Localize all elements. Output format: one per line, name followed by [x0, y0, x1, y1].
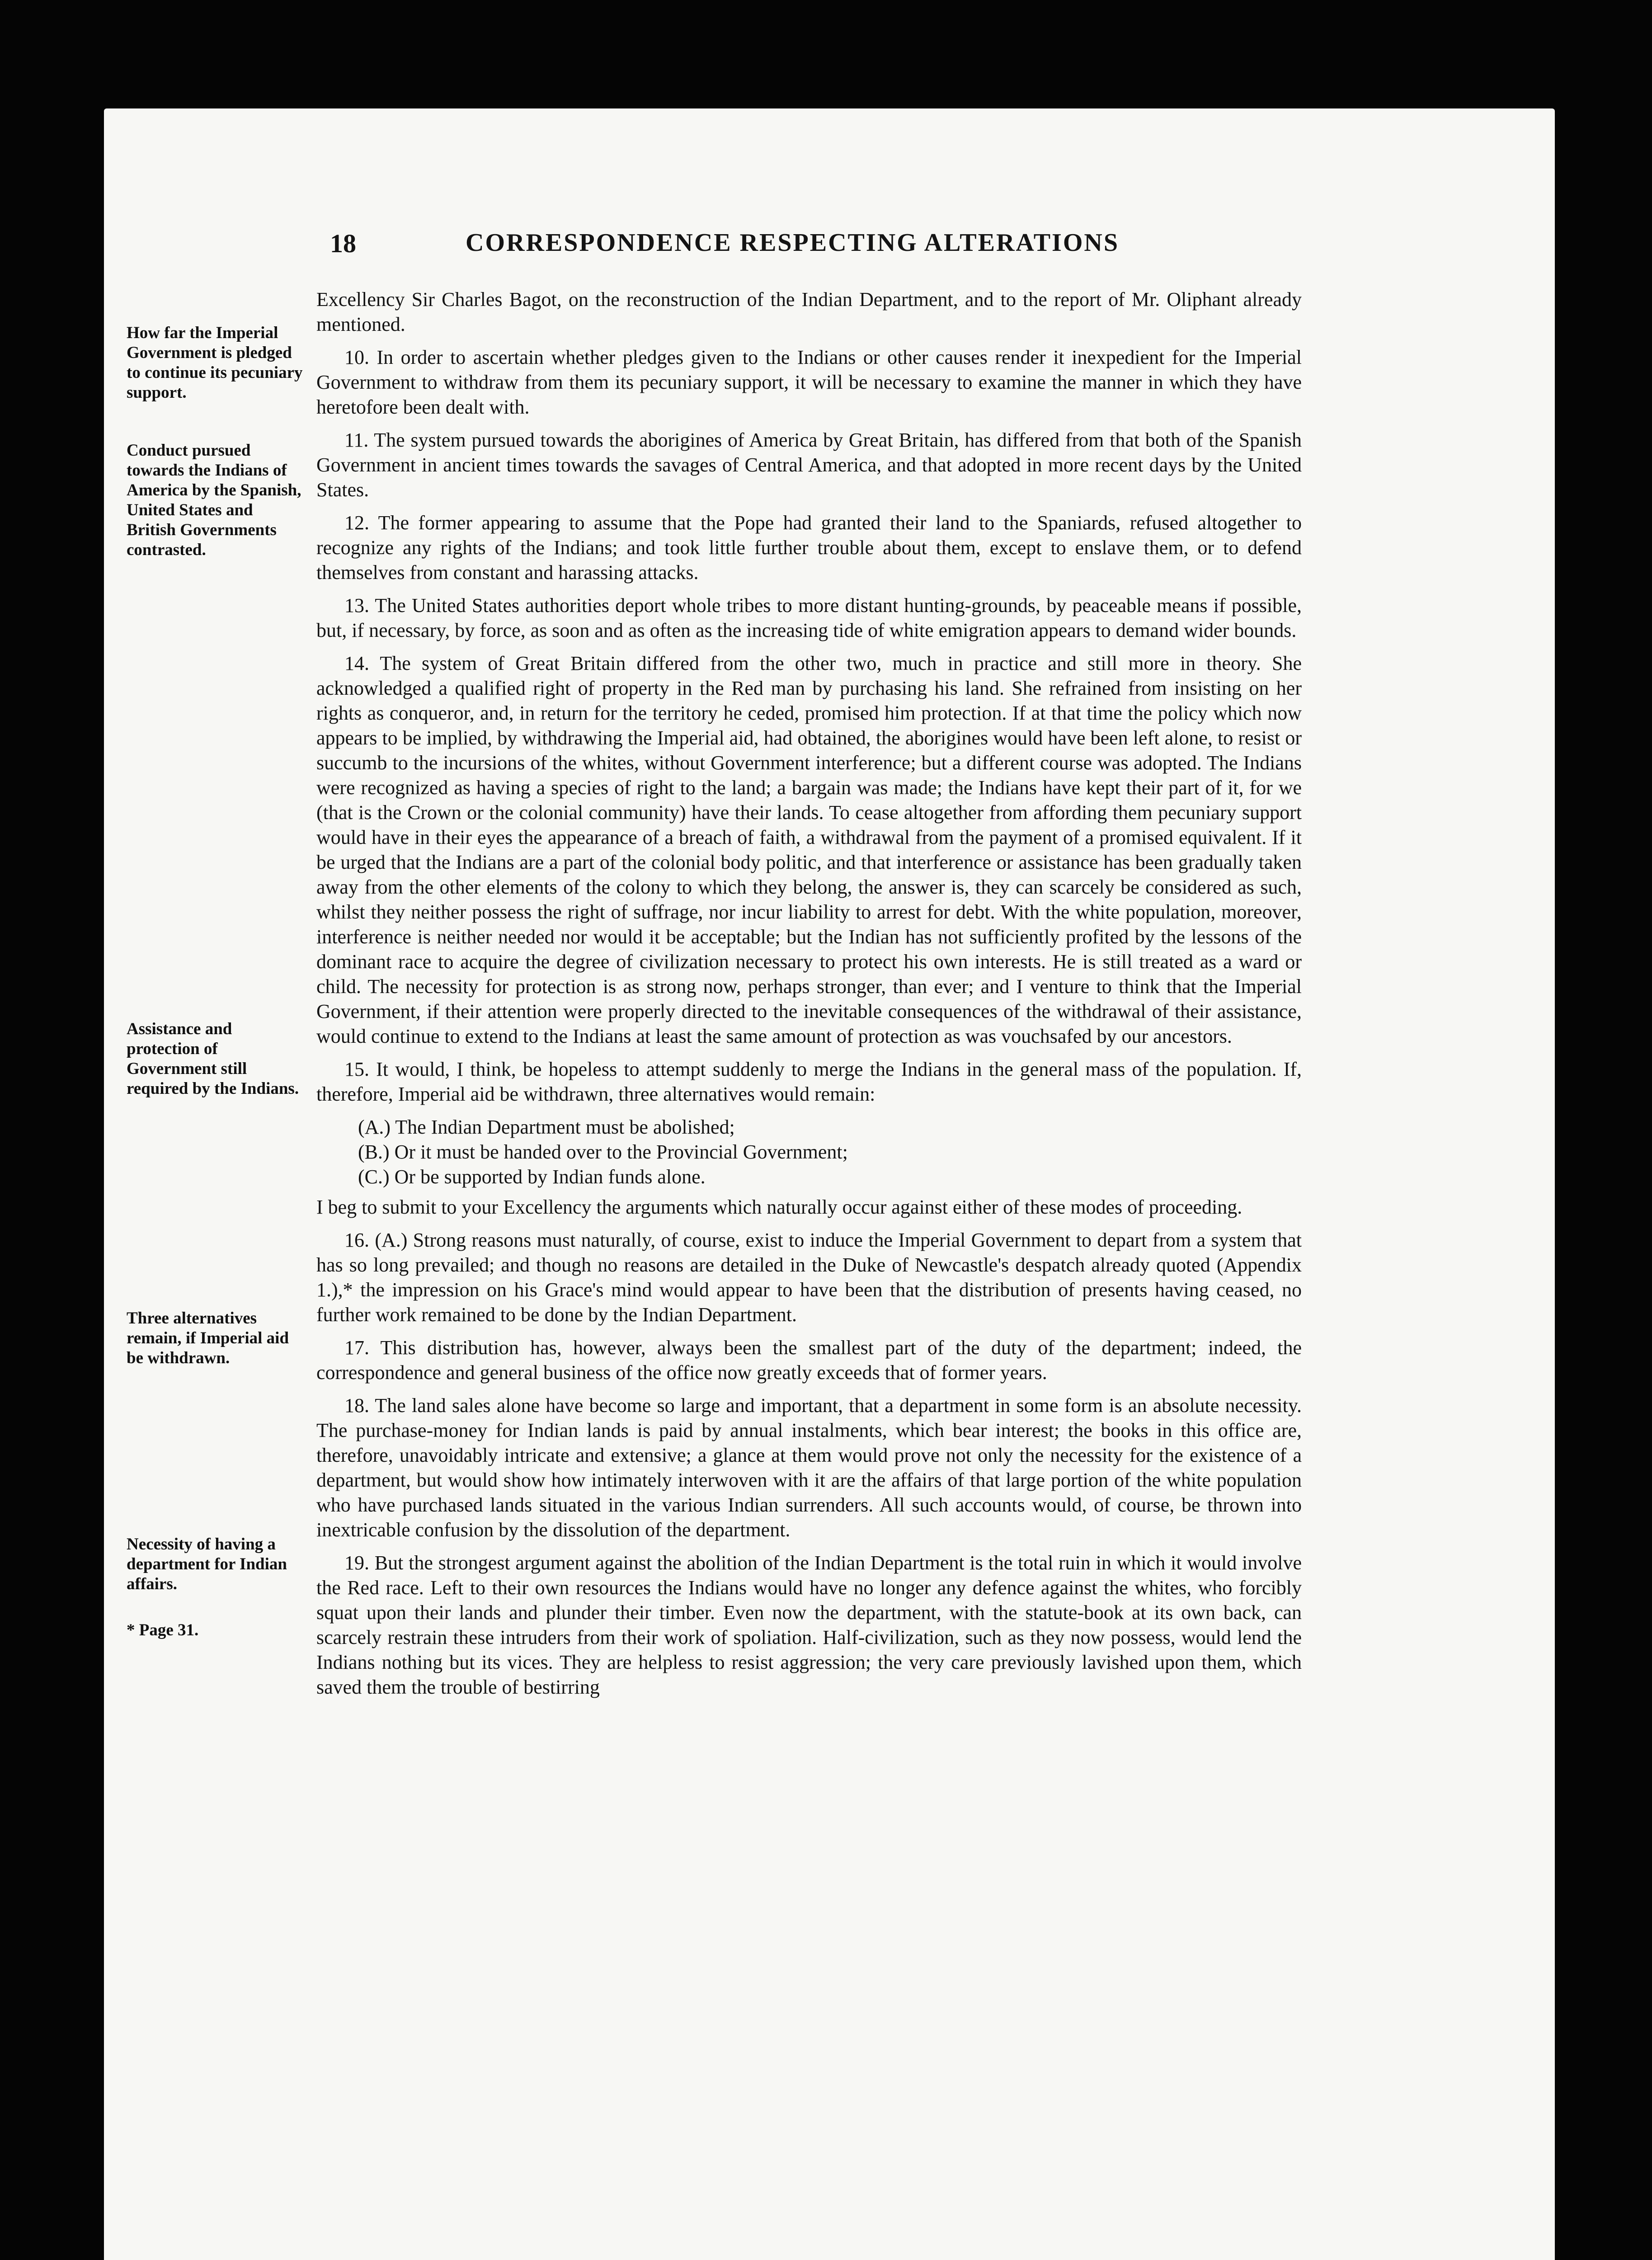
paragraph-14: 14. The system of Great Britain differed from the other two, much in practice and still more in theory. She acknowledged a qualified right of property in the Red man by purchasing his land. She refrained from insisting on her rights as conqueror, and, in return for the territory he ceded, promised him protection. If at that time the policy which now appears to be implied, by withdrawing the Imperial aid, had obtained, the aborigines would have been left alone, to resist or succumb to the incursions of the whites, without Government interference; but a different course was adopted. The Indians were recognized as having a species of right to the land; a bargain was made; the Indians have kept their part of it, for we (that is the Crown or the colonial community) have their lands. To cease altogether from affording them pecuniary support would have in their eyes the appearance of a breach of faith, a withdrawal from the payment of a promised equivalent. If it be urged that the Indians are a part of the colonial body politic, and that interference or assistance has been gradually taken away from the other elements of the colony to which they belong, the answer is, they can scarcely be considered as such, whilst they neither possess the right of suffrage, nor incur liability to arrest for debt. With the white population, moreover, interference is neither needed nor would it be acceptable; but the Indian has not sufficiently profited by the lessons of the dominant race to acquire the degree of civilization necessary to protect his own interests. He is still treated as a ward or child. The necessity for protection is as strong now, perhaps stronger, than ever; and I venture to think that the Imperial Government, if their attention were properly directed to the inevitable consequences of the withdrawal of their assistance, would continue to extend to the Indians at least the same amount of protection as was vouchsafed by our ancestors.	[316, 652, 1302, 1047]
alternative-b: (B.) Or it must be handed over to the Provincial Government;	[358, 1141, 848, 1163]
running-head: CORRESPONDENCE RESPECTING ALTERATIONS	[466, 229, 1119, 257]
margin-note-page-reference: * Page 31.	[127, 1621, 199, 1639]
alternative-a: (A.) The Indian Department must be abolished;	[358, 1116, 735, 1138]
paragraph-10: 10. In order to ascertain whether pledges given to the Indians or other causes render it inexpedient for the Imperial Government to withdraw from them its pecuniary support, it will be necessary to examine the manner in which they have heretofore been dealt with.	[316, 346, 1302, 418]
paragraph-16: 16. (A.) Strong reasons must naturally, of course, exist to induce the Imperial Government to depart from a system that has so long prevailed; and though no reasons are detailed in the Duke of Newcastle's despatch already quoted (Appendix 1.),* the impression on his Grace's mind would appear to have been that the distribution of presents having ceased, no further work remained to be done by the Indian Department.	[316, 1229, 1302, 1326]
paragraph-17: 17. This distribution has, however, always been the smallest part of the duty of the department; indeed, the correspondence and general business of the office now greatly exceeds that of former years.	[316, 1337, 1302, 1384]
margin-note-assistance-protection: Assistance and protection of Government still required by the Indians.	[127, 1020, 299, 1098]
paragraph-intro: Excellency Sir Charles Bagot, on the reconstruction of the Indian Department, and to the report of Mr. Oliphant already mentioned.	[316, 288, 1302, 335]
page-header	[330, 228, 1428, 264]
margin-note-three-alternatives: Three alternatives remain, if Imperial aid be withdrawn.	[127, 1309, 289, 1367]
main-text	[316, 287, 1302, 1708]
margin-note-pecuniary-support: How far the Imperial Government is pledged to continue its pecuniary support.	[127, 324, 303, 402]
paragraph-19: 19. But the strongest argument against the abolition of the Indian Department is the total ruin in which it would involve the Red race. Left to their own resources the Indians would have no longer any defence against the whites, who forcibly squat upon their lands and plunder their timber. Even now the department, with the statute-book at its own back, can scarcely restrain these intruders from their work of spoliation. Half-civilization, such as they now possess, would lend the Indians nothing but its vices. They are helpless to resist aggression; the very care previously lavished upon them, which saved them the trouble of bestirring	[316, 1552, 1302, 1698]
alternatives-list	[316, 1115, 1302, 1189]
paragraph-13: 13. The United States authorities deport whole tribes to more distant hunting-grounds, by peaceable means if possible, but, if necessary, by force, as soon and as often as the increasing tide of white emigration appears to demand wider bounds.	[316, 594, 1302, 641]
page-sheet	[104, 108, 1555, 2260]
paragraph-18: 18. The land sales alone have become so large and important, that a department in some form is an absolute necessity. The purchase-money for Indian lands is paid by annual instalments, which bear interest; the books in this office are, therefore, unavoidably intricate and extensive; a glance at them would prove not only the necessity for the existence of a department, but would show how intimately interwoven with it are the affairs of that large portion of the white population who have purchased lands situated in the various Indian surrenders. All such accounts would, of course, be thrown into inextricable confusion by the dissolution of the department.	[316, 1394, 1302, 1541]
paragraph-11: 11. The system pursued towards the aborigines of America by Great Britain, has differed from that both of the Spanish Government in ancient times towards the savages of Central America, and that adopted in more recent days by the United States.	[316, 429, 1302, 501]
margin-note-conduct-contrasted: Conduct pursued towards the Indians of America by the Spanish, United States and British Governments contrasted.	[127, 441, 301, 559]
paragraph-15: 15. It would, I think, be hopeless to attempt suddenly to merge the Indians in the general mass of the population. If, therefore, Imperial aid be withdrawn, three alternatives would remain:	[316, 1058, 1302, 1105]
margin-note-department-necessity: Necessity of having a department for Indian affairs.	[127, 1535, 287, 1593]
paragraph-15-continued: I beg to submit to your Excellency the arguments which naturally occur against either of these modes of proceeding.	[316, 1196, 1243, 1218]
paragraph-12: 12. The former appearing to assume that the Pope had granted their land to the Spaniards, refused altogether to recognize any rights of the Indians; and took little further trouble about them, except to enslave them, or to defend themselves from constant and harassing attacks.	[316, 512, 1302, 584]
page-number: 18	[330, 229, 356, 258]
alternative-c: (C.) Or be supported by Indian funds alone.	[358, 1166, 706, 1188]
